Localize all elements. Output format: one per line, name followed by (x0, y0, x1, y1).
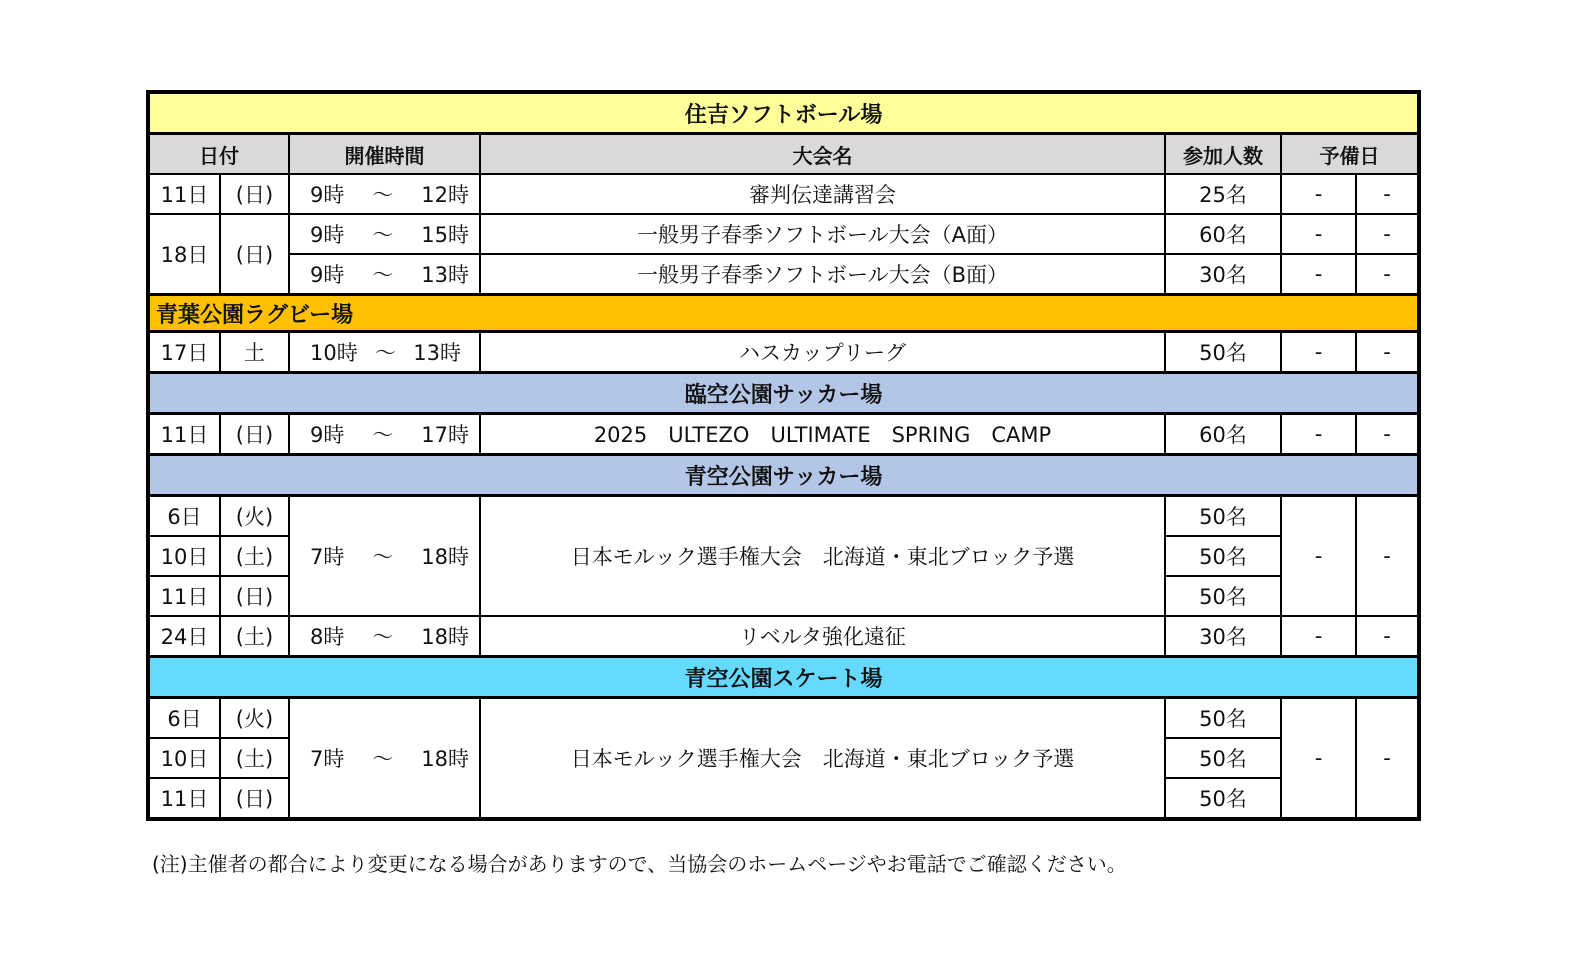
table-row (148, 616, 1419, 657)
event-cell: 一般男子春季ソフトボール大会（B面） (480, 254, 1165, 295)
time-sep: ～ (372, 747, 394, 771)
time-start: 10時 (310, 341, 358, 365)
venue-title: 青空公園スケート場 (148, 657, 1419, 698)
event-cell: 審判伝達講習会 (480, 174, 1165, 214)
venue-title: 臨空公園サッカー場 (148, 373, 1419, 414)
participants-cell: 60名 (1165, 214, 1281, 254)
participants-cell: 50名 (1165, 332, 1281, 373)
participants-cell: 50名 (1165, 778, 1281, 819)
table-row (148, 254, 1419, 295)
participants-cell: 30名 (1165, 254, 1281, 295)
participants-cell: 25名 (1165, 174, 1281, 214)
reserve-cell: - (1281, 496, 1356, 617)
weekday-cell: (土) (220, 616, 289, 657)
reserve-cell: - (1281, 698, 1356, 820)
weekday-cell: (火) (220, 698, 289, 739)
weekday-cell: (日) (220, 414, 289, 455)
time-sep: ～ (372, 423, 394, 447)
time-sep: ～ (372, 183, 394, 207)
reserve-cell: - (1356, 332, 1419, 373)
time-sep: ～ (375, 341, 396, 365)
time-cell (289, 174, 480, 214)
day-cell: 6日 (148, 698, 220, 739)
participants-cell: 60名 (1165, 414, 1281, 455)
participants-cell: 50名 (1165, 738, 1281, 778)
header-participants: 参加人数 (1165, 134, 1281, 175)
venue-row-aozora-skate (148, 657, 1419, 698)
time-start: 8時 (310, 625, 345, 649)
time-sep: ～ (372, 223, 394, 247)
time-cell (289, 214, 480, 254)
header-date: 日付 (148, 134, 289, 175)
footnote: (注)主催者の都合により変更になる場合がありますので、当協会のホームページやお電話でご確認ください。 (152, 852, 1127, 876)
reserve-cell: - (1356, 214, 1419, 254)
time-start: 9時 (310, 223, 345, 247)
table-row (148, 332, 1419, 373)
time-end: 17時 (421, 423, 469, 447)
time-cell (289, 414, 480, 455)
day-cell: 11日 (148, 576, 220, 616)
participants-cell: 50名 (1165, 576, 1281, 616)
weekday-cell: (日) (220, 778, 289, 819)
time-sep: ～ (372, 625, 394, 649)
time-cell (289, 332, 480, 373)
reserve-cell: - (1281, 414, 1356, 455)
time-end: 13時 (413, 341, 461, 365)
day-cell: 24日 (148, 616, 220, 657)
time-start: 7時 (310, 747, 345, 771)
venue-title: 青空公園サッカー場 (148, 455, 1419, 496)
reserve-cell: - (1356, 254, 1419, 295)
time-start: 9時 (310, 423, 345, 447)
reserve-cell: - (1281, 254, 1356, 295)
time-end: 15時 (421, 223, 469, 247)
day-cell: 11日 (148, 174, 220, 214)
weekday-cell: (日) (220, 174, 289, 214)
event-cell: リベルタ強化遠征 (480, 616, 1165, 657)
reserve-cell: - (1281, 616, 1356, 657)
weekday-cell: (土) (220, 738, 289, 778)
event-cell: ハスカップリーグ (480, 332, 1165, 373)
table-row (148, 174, 1419, 214)
event-cell: 日本モルック選手権大会 北海道・東北ブロック予選 (480, 496, 1165, 617)
venue-title: 住吉ソフトボール場 (148, 92, 1419, 134)
time-sep: ～ (372, 263, 394, 287)
weekday-cell: (土) (220, 536, 289, 576)
table-row (148, 214, 1419, 254)
venue-title: 青葉公園ラグビー場 (148, 295, 1419, 332)
time-start: 9時 (310, 183, 345, 207)
reserve-cell: - (1281, 174, 1356, 214)
reserve-cell: - (1356, 414, 1419, 455)
time-end: 12時 (421, 183, 469, 207)
participants-cell: 50名 (1165, 496, 1281, 537)
table-row (148, 414, 1419, 455)
reserve-cell: - (1356, 616, 1419, 657)
weekday-cell: (日) (220, 214, 289, 295)
time-start: 7時 (310, 545, 345, 569)
time-start: 9時 (310, 263, 345, 287)
schedule-sheet (146, 90, 1421, 821)
venue-row-aoba (148, 295, 1419, 332)
reserve-cell: - (1281, 214, 1356, 254)
time-cell (289, 496, 480, 617)
day-cell: 11日 (148, 414, 220, 455)
weekday-cell: 土 (220, 332, 289, 373)
event-cell: 一般男子春季ソフトボール大会（A面） (480, 214, 1165, 254)
venue-row-sumiyoshi (148, 92, 1419, 134)
time-end: 18時 (421, 747, 469, 771)
participants-cell: 30名 (1165, 616, 1281, 657)
weekday-cell: (火) (220, 496, 289, 537)
time-sep: ～ (372, 545, 394, 569)
reserve-cell: - (1356, 174, 1419, 214)
day-cell: 11日 (148, 778, 220, 819)
time-end: 18時 (421, 625, 469, 649)
time-end: 13時 (421, 263, 469, 287)
event-cell: 2025 ULTEZO ULTIMATE SPRING CAMP (480, 414, 1165, 455)
weekday-cell: (日) (220, 576, 289, 616)
time-cell (289, 616, 480, 657)
day-cell: 10日 (148, 536, 220, 576)
venue-row-rinku (148, 373, 1419, 414)
time-cell (289, 254, 480, 295)
header-reserve: 予備日 (1281, 134, 1419, 175)
day-cell: 18日 (148, 214, 220, 295)
table-row (148, 496, 1419, 537)
participants-cell: 50名 (1165, 536, 1281, 576)
time-end: 18時 (421, 545, 469, 569)
table-row (148, 698, 1419, 739)
day-cell: 10日 (148, 738, 220, 778)
column-header-row (148, 134, 1419, 175)
time-cell (289, 698, 480, 820)
event-cell: 日本モルック選手権大会 北海道・東北ブロック予選 (480, 698, 1165, 820)
day-cell: 6日 (148, 496, 220, 537)
day-cell: 17日 (148, 332, 220, 373)
schedule-table (146, 90, 1421, 821)
venue-row-aozora-soccer (148, 455, 1419, 496)
reserve-cell: - (1281, 332, 1356, 373)
participants-cell: 50名 (1165, 698, 1281, 739)
header-event: 大会名 (480, 134, 1165, 175)
reserve-cell: - (1356, 496, 1419, 617)
header-time: 開催時間 (289, 134, 480, 175)
reserve-cell: - (1356, 698, 1419, 820)
